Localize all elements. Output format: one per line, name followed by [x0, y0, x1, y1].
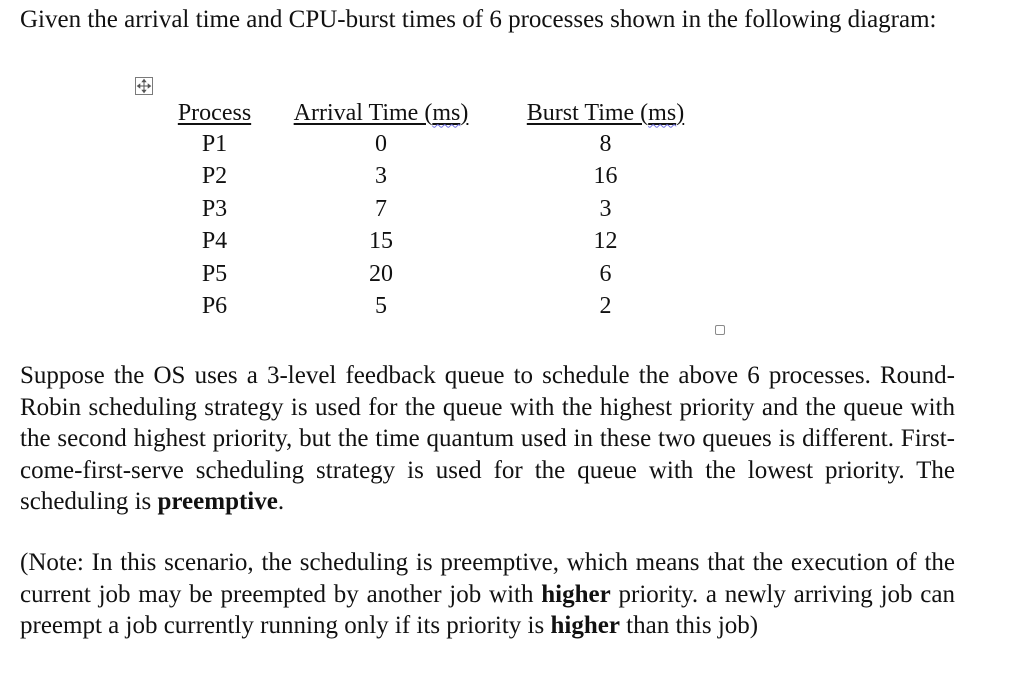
cell-process: P6 — [201, 293, 228, 320]
intro-text: Given the arrival time and CPU-burst times of 6 processes shown in the following diagram: — [20, 6, 937, 33]
paragraph2-bold-higher-2: higher — [550, 612, 620, 639]
table-row — [163, 258, 715, 291]
header-process: Process — [177, 99, 252, 126]
table-row — [163, 226, 715, 259]
cell-arrival: 7 — [375, 195, 387, 222]
header-arrival-unit: ms — [432, 99, 461, 126]
cell-process: P4 — [201, 228, 228, 255]
cell-arrival: 3 — [375, 163, 387, 190]
paragraph2-bold-higher-1: higher — [541, 580, 611, 608]
cell-burst: 8 — [599, 130, 612, 157]
process-table — [163, 98, 715, 323]
paragraph1-text-a: Suppose the OS uses a 3-level feedback queue to schedule the above 6 processes. Round-Robin scheduling strategy is used for the queue with the highest priority and the queue with the second highest priority, but the time quantum used in these two queues is different. First-come-first-serve scheduling strategy is used for the queue with the lowest priority. The scheduling is — [20, 362, 955, 515]
cell-arrival: 15 — [369, 228, 393, 255]
table-row — [163, 291, 715, 324]
cell-burst: 12 — [593, 228, 618, 255]
header-arrival-time — [266, 98, 496, 128]
table-row — [163, 161, 715, 194]
cell-process: P3 — [201, 195, 228, 222]
cell-burst: 3 — [599, 195, 612, 222]
header-arrival-prefix: Arrival Time ( — [293, 99, 433, 126]
header-burst-suffix: ) — [676, 99, 685, 126]
paragraph2-text-a: (Note: In this scenario, the scheduling is preemptive, which means that the execution of the current job may be preempted by another job with — [20, 549, 955, 608]
cell-arrival: 0 — [375, 130, 387, 157]
paragraph1-text-b: . — [277, 488, 285, 515]
paragraph1-bold-preemptive: preemptive — [157, 488, 278, 515]
header-arrival-suffix: ) — [460, 99, 469, 126]
move-arrows-icon — [136, 78, 152, 94]
table-move-icon[interactable] — [135, 77, 153, 95]
scheduling-description — [20, 360, 955, 518]
table-row — [163, 128, 715, 161]
cell-burst: 6 — [599, 260, 612, 287]
table-row — [163, 193, 715, 226]
table-resize-icon[interactable] — [715, 325, 725, 335]
header-burst-time — [496, 98, 715, 128]
preemption-note — [20, 547, 955, 642]
cell-process: P5 — [201, 260, 228, 287]
cell-burst: 2 — [599, 293, 612, 320]
cell-arrival: 20 — [369, 260, 393, 287]
paragraph2-text-c: than this job) — [619, 612, 759, 639]
cell-burst: 16 — [593, 163, 618, 190]
header-burst-unit: ms — [648, 99, 677, 126]
paragraph2-text-b: priority. a newly arriving job can preempt a job currently running only if its priority is — [20, 580, 955, 639]
header-burst-prefix: Burst Time ( — [526, 99, 649, 126]
table-header-row — [163, 98, 715, 128]
cell-arrival: 5 — [375, 293, 387, 320]
cell-process: P2 — [201, 163, 228, 190]
cell-process: P1 — [201, 130, 228, 157]
